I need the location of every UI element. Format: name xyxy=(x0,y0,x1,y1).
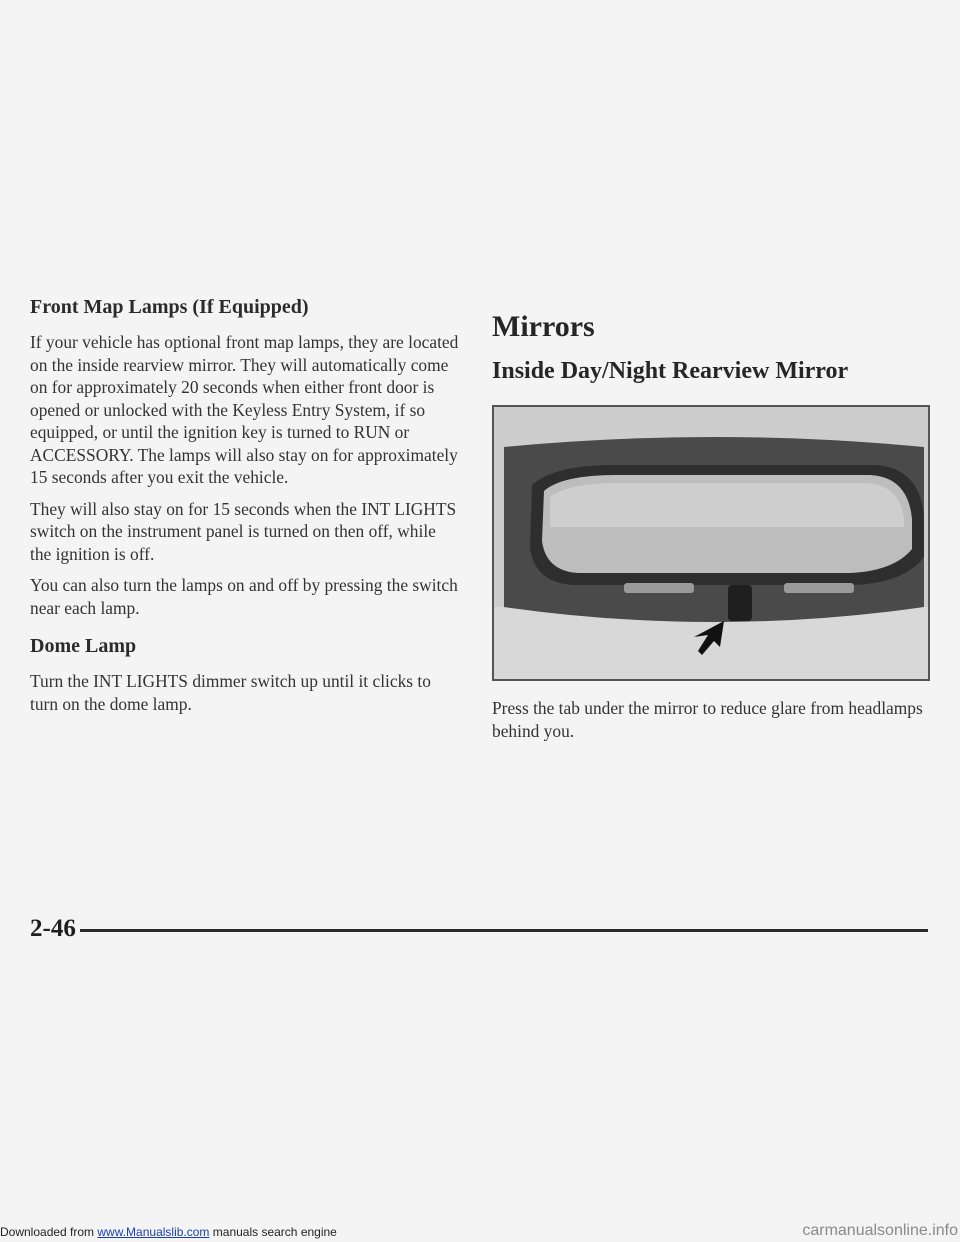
rearview-mirror-photo xyxy=(492,405,930,681)
rearview-mirror-heading: Inside Day/Night Rearview Mirror xyxy=(492,358,849,384)
right-column xyxy=(492,310,932,751)
front-map-lamps-heading: Front Map Lamps (If Equipped) xyxy=(30,296,309,318)
watermark: carmanualsonline.info xyxy=(802,1222,958,1239)
front-map-lamps-paragraph-1: If your vehicle has optional front map lamps, they are located on the inside rearview mirror. They will automatically come on for approximately 20 seconds when either front door is opened or unlocked with the Keyless Entry System, if so equipped, or until the ignition key is turned to RUN or ACCESSORY. The lamps will also stay on for approximately 15 seconds after you exit the vehicle. xyxy=(30,332,459,487)
front-map-lamps-paragraph-2: They will also stay on for 15 seconds when the INT LIGHTS switch on the instrument panel is turned on then off, while the ignition is off. xyxy=(30,498,457,564)
page-number: 2-46 xyxy=(30,915,76,942)
dome-lamp-heading: Dome Lamp xyxy=(30,635,137,657)
download-footer xyxy=(0,1225,337,1239)
footer-suffix: manuals search engine xyxy=(209,1225,337,1239)
mirror-caption: Press the tab under the mirror to reduce glare from headlamps behind you. xyxy=(492,698,923,741)
mirrors-heading: Mirrors xyxy=(492,310,595,343)
front-map-lamps-paragraph-3: You can also turn the lamps on and off by pressing the switch near each lamp. xyxy=(30,575,458,618)
footer-rule xyxy=(80,929,928,932)
manualslib-link[interactable]: www.Manualslib.com xyxy=(97,1225,210,1239)
left-column xyxy=(30,296,460,724)
dome-lamp-paragraph: Turn the INT LIGHTS dimmer switch up until it clicks to turn on the dome lamp. xyxy=(30,671,431,714)
footer-prefix: Downloaded from xyxy=(0,1225,98,1239)
